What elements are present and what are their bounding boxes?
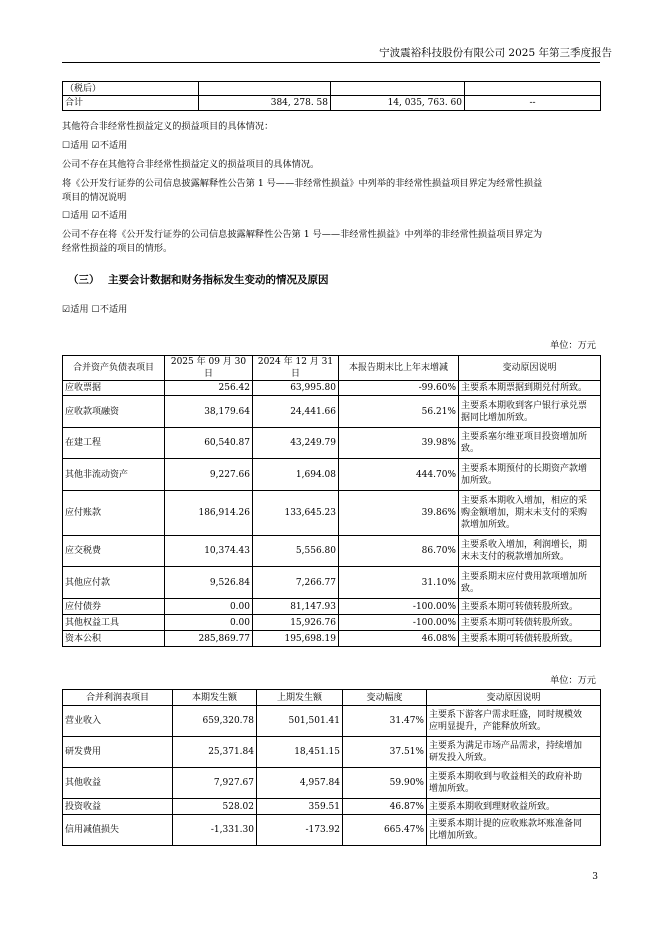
table-cell: 4,957.84 <box>257 768 343 799</box>
reason-cell <box>427 815 601 846</box>
table-row <box>63 599 601 615</box>
table-row <box>63 459 601 491</box>
reason-line: 主要系本期可转债转股所致。 <box>461 601 579 612</box>
table-row <box>63 491 601 536</box>
table-cell: 研发费用 <box>63 737 173 768</box>
reason-line: 主要系本期计提的应收账款坏账准备同 <box>429 819 583 829</box>
table-row <box>63 737 601 768</box>
reason-line: 致。 <box>461 444 480 454</box>
table-cell: （税后） <box>63 82 199 96</box>
table-cell: 63,995.80 <box>253 381 339 396</box>
reason-cell <box>459 536 601 567</box>
table-cell: 应付债券 <box>63 599 165 615</box>
reason-cell <box>427 799 601 815</box>
checkbox-line: ☑适用 ☐不适用 <box>62 304 128 315</box>
table-cell: 43,249.79 <box>253 428 339 459</box>
reason-line: 主要系本期可转债转股所致。 <box>461 633 579 644</box>
table-cell: -99.60% <box>339 381 459 396</box>
table-cell: 25,371.84 <box>173 737 257 768</box>
reason-line: 主要系为满足市场产品需求，持续增加 <box>429 741 583 751</box>
table-cell: 46.08% <box>339 631 459 647</box>
column-header: 变动原因说明 <box>459 356 601 381</box>
table-row <box>63 615 601 631</box>
table-cell: 39.86% <box>339 491 459 536</box>
reason-cell <box>427 768 601 799</box>
table-cell: -1,331.30 <box>173 815 257 846</box>
checkbox-line: ☐适用 ☑不适用 <box>62 210 128 221</box>
table-cell: 营业收入 <box>63 706 173 737</box>
header-rule <box>62 62 600 63</box>
unit-label: 单位：万元 <box>550 675 596 686</box>
reason-line: 主要系本期收到理财收益所致。 <box>429 801 556 812</box>
column-header: 本期发生额 <box>173 690 257 706</box>
reason-cell <box>459 381 601 396</box>
column-header: 上期发生额 <box>257 690 343 706</box>
table-cell: 528.02 <box>173 799 257 815</box>
table-cell: 9,526.84 <box>165 567 253 599</box>
reason-line: 主要系收入增加，利润增长，期 <box>461 540 588 550</box>
table-row <box>63 799 601 815</box>
paragraph: 经常性损益的项目的情形。 <box>62 243 173 254</box>
paragraph: 项目的情况说明 <box>62 192 127 203</box>
table-cell: 15,926.76 <box>253 615 339 631</box>
table-cell: 37.51% <box>343 737 427 768</box>
reason-cell <box>459 459 601 491</box>
column-header: 变动幅度 <box>343 690 427 706</box>
reason-line: 研发投入所致。 <box>429 753 493 763</box>
reason-line: 致。 <box>461 583 480 594</box>
reason-cell <box>459 615 601 631</box>
nonrecurring-table <box>62 81 601 111</box>
table-cell: 256.42 <box>165 381 253 396</box>
table-cell: 195,698.19 <box>253 631 339 647</box>
table-row <box>63 536 601 567</box>
table-cell: -173.92 <box>257 815 343 846</box>
reason-cell <box>427 737 601 768</box>
reason-cell <box>459 428 601 459</box>
reason-line: 据同比增加所致。 <box>461 412 534 423</box>
table-cell: 0.00 <box>165 615 253 631</box>
balance-sheet-table <box>62 355 601 647</box>
table-cell: 86.70% <box>339 536 459 567</box>
reason-line: 主要系下游客户需求旺盛，同时规模效 <box>429 710 583 720</box>
table-cell: 56.21% <box>339 396 459 428</box>
income-statement-table <box>62 689 601 846</box>
table-cell: 38,179.64 <box>165 396 253 428</box>
table-cell: 46.87% <box>343 799 427 815</box>
column-header: 变动原因说明 <box>427 690 601 706</box>
table-cell: 133,645.23 <box>253 491 339 536</box>
table-cell: 7,266.77 <box>253 567 339 599</box>
table-row <box>63 428 601 459</box>
section-number: （三） <box>68 274 100 286</box>
reason-cell <box>459 396 601 428</box>
table-cell: 合计 <box>63 96 199 111</box>
reason-line: 主要系期末应付费用款项增加所 <box>461 571 588 582</box>
table-cell: 10,374.43 <box>165 536 253 567</box>
table-cell: 59.90% <box>343 768 427 799</box>
table-cell: 7,927.67 <box>173 768 257 799</box>
reason-line: 末未支付的税款增加所致。 <box>461 552 570 562</box>
table-cell: 444.70% <box>339 459 459 491</box>
paragraph: 其他符合非经常性损益定义的损益项目的具体情况： <box>62 121 274 132</box>
table-cell: 665.47% <box>343 815 427 846</box>
reason-line: 主要系本期收到与收益相关的政府补助 <box>429 772 583 782</box>
table-row <box>63 815 601 846</box>
table-cell: 应收款项融资 <box>63 396 165 428</box>
table-cell: -100.00% <box>339 615 459 631</box>
table-row <box>63 381 601 396</box>
column-header: 2025 年 09 月 30 日 <box>165 356 253 381</box>
table-cell: 18,451.15 <box>257 737 343 768</box>
table-cell: 信用减值损失 <box>63 815 173 846</box>
page-header: 宁波震裕科技股份有限公司 2025 年第三季度报告 <box>379 47 612 59</box>
reason-cell <box>427 706 601 737</box>
reason-line: 主要系本期可转债转股所致。 <box>461 617 579 628</box>
table-row <box>63 706 601 737</box>
column-header: 合并利润表项目 <box>63 690 173 706</box>
reason-line: 主要系塞尔维亚项目投资增加所 <box>461 432 588 442</box>
table-cell: 其他权益工具 <box>63 615 165 631</box>
reason-line: 主要系本期预付的长期资产款增 <box>461 463 588 474</box>
table-cell: 359.51 <box>257 799 343 815</box>
table-cell: 应付账款 <box>63 491 165 536</box>
reason-line: 比增加所致。 <box>429 831 484 841</box>
table-cell: 0.00 <box>165 599 253 615</box>
table-cell: 其他收益 <box>63 768 173 799</box>
table-cell: 1,694.08 <box>253 459 339 491</box>
table-cell: 60,540.87 <box>165 428 253 459</box>
reason-line: 购金额增加，期末未支付的采购 <box>461 508 588 518</box>
paragraph: 公司不存在将《公开发行证券的公司信息披露解释性公告第 1 号——非经常性损益》中列举的非经常性损益项目界定为 <box>62 229 543 240</box>
table-cell: 在建工程 <box>63 428 165 459</box>
table-cell: -100.00% <box>339 599 459 615</box>
table-cell: 186,914.26 <box>165 491 253 536</box>
table-cell: 14, 035, 763. 60 <box>331 96 465 111</box>
paragraph: 将《公开发行证券的公司信息披露解释性公告第 1 号——非经常性损益》中列举的非经常性损益项目界定为经常性损益 <box>62 178 543 189</box>
page-number: 3 <box>592 872 598 882</box>
table-row <box>63 631 601 647</box>
checkbox-line: ☐适用 ☑不适用 <box>62 140 128 151</box>
column-header: 本报告期末比上年末增减 <box>339 356 459 381</box>
table-cell: 39.98% <box>339 428 459 459</box>
table-cell: 31.47% <box>343 706 427 737</box>
table-cell: 应交税费 <box>63 536 165 567</box>
table-cell: -- <box>465 96 601 111</box>
reason-cell <box>459 599 601 615</box>
reason-line: 主要系本期收到客户银行承兑票 <box>461 400 588 411</box>
table-cell: 24,441.66 <box>253 396 339 428</box>
reason-cell <box>459 491 601 536</box>
table-cell: 其他非流动资产 <box>63 459 165 491</box>
table-cell: 659,320.78 <box>173 706 257 737</box>
table-cell: 501,501.41 <box>257 706 343 737</box>
table-cell: 应收票据 <box>63 381 165 396</box>
table-row <box>63 768 601 799</box>
table-cell: 资本公积 <box>63 631 165 647</box>
reason-cell <box>459 631 601 647</box>
column-header: 2024 年 12 月 31 日 <box>253 356 339 381</box>
reason-line: 主要系本期票据到期兑付所致。 <box>461 383 588 393</box>
table-cell: 9,227.66 <box>165 459 253 491</box>
reason-line: 增加所致。 <box>429 784 475 794</box>
table-row <box>63 567 601 599</box>
table-cell: 31.10% <box>339 567 459 599</box>
paragraph: 公司不存在其他符合非经常性损益定义的损益项目的具体情况。 <box>62 159 320 170</box>
table-cell: 其他应付款 <box>63 567 165 599</box>
table-cell: 285,869.77 <box>165 631 253 647</box>
table-cell: 投资收益 <box>63 799 173 815</box>
section-title: 主要会计数据和财务指标发生变动的情况及原因 <box>108 274 329 286</box>
reason-line: 加所致。 <box>461 475 498 486</box>
reason-line: 应明显提升，产能释放所致。 <box>429 722 547 732</box>
table-row <box>63 396 601 428</box>
table-cell: 384, 278. 58 <box>199 96 331 111</box>
table-cell: 5,556.80 <box>253 536 339 567</box>
reason-cell <box>459 567 601 599</box>
table-cell: 81,147.93 <box>253 599 339 615</box>
reason-line: 款增加所致。 <box>461 520 516 530</box>
column-header: 合并资产负债表项目 <box>63 356 165 381</box>
reason-line: 主要系本期收入增加，相应的采 <box>461 496 588 506</box>
unit-label: 单位：万元 <box>550 340 596 351</box>
